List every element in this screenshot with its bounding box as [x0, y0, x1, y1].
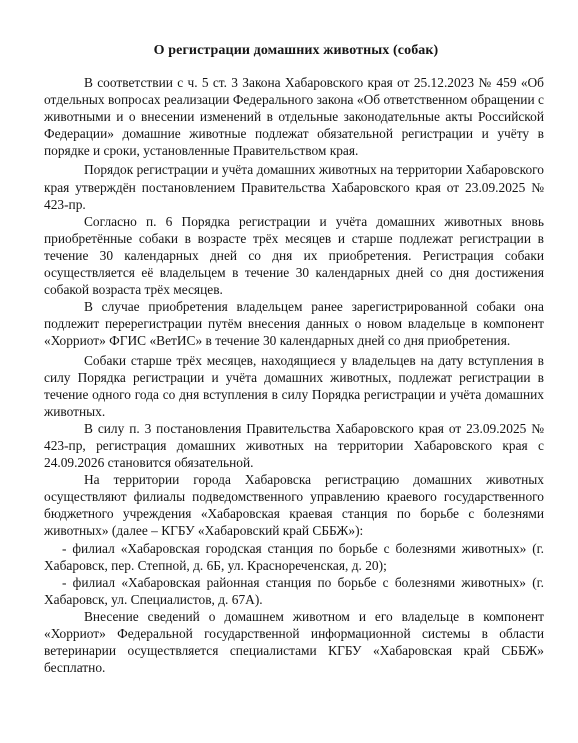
paragraph-reregistration: В случае приобретения владельцем ранее зарегистрированной собаки она подлежит перерегистрации путём внесения данных о новом владельце в компонент «Хорриот» ФГИС «ВетИС» в течение 30 календарных дней со дня приобретения.	[44, 299, 544, 349]
paragraph-procedure: Порядок регистрации и учёта домашних животных на территории Хабаровского края утверждён постановлением Правительства Хабаровского края от 23.09.2025 № 423-пр.	[44, 162, 544, 212]
list-item-city-station: - филиал «Хабаровская городская станция по борьбе с болезнями животных» (г. Хабаровск, пер. Степной, д. 6Б, ул. Краснореченская, д. 20);	[44, 540, 544, 573]
paragraph-mandatory-date: В силу п. 3 постановления Правительства Хабаровского края от 23.09.2025 № 423-пр, регистрация домашних животных на территории Хабаровского края с 24.09.2026 становится обязательной.	[44, 420, 544, 471]
paragraph-branches-intro: На территории города Хабаровска регистрацию домашних животных осуществляют филиалы подведомственного управлению краевого государственного бюджетного учреждения «Хабаровская краевая станция по борьбе с болезнями животных» (далее – КГБУ «Хабаровский край СББЖ»):	[44, 472, 544, 539]
paragraph-closing: Внесение сведений о домашнем животном и его владельце в компонент «Хорриот» Федеральной государственной информационной системы в области ветеринарии осуществляется специалистами КГБУ «Хабаровская край СББЖ» бесплатно.	[44, 608, 544, 676]
paragraph-new-dogs: Согласно п. 6 Порядка регистрации и учёта домашних животных вновь приобретённые собаки в возрасте трёх месяцев и старше подлежат регистрации в течение 30 календарных дней со дня их приобретения. Регистрация собаки осуществляется её владельцем в течение 30 календарных дней со дня достижения собакой возраста трёх месяцев.	[44, 213, 544, 298]
paragraph-existing-dogs: Собаки старше трёх месяцев, находящиеся у владельцев на дату вступления в силу Порядка регистрации и учёта домашних животных, подлежат регистрации в течение одного года со дня вступления в силу Порядка регистрации и учёта домашних животных.	[44, 352, 544, 419]
list-item-district-station: - филиал «Хабаровская районная станция по борьбе с болезнями животных» (г. Хабаровск, ул. Специалистов, д. 67А).	[44, 574, 544, 607]
document-page	[44, 42, 544, 676]
paragraph-law-basis: В соответствии с ч. 5 ст. 3 Закона Хабаровского края от 25.12.2023 № 459 «Об отдельных вопросах реализации Федерального закона «Об ответственном обращении с животными и о внесении изменений в отдельные законодательные акты Российской Федерации» домашние животные подлежат обязательной регистрации и учёту в порядке и сроки, установленные Правительством края.	[44, 75, 544, 159]
document-title: О регистрации домашних животных (собак)	[153, 43, 439, 58]
